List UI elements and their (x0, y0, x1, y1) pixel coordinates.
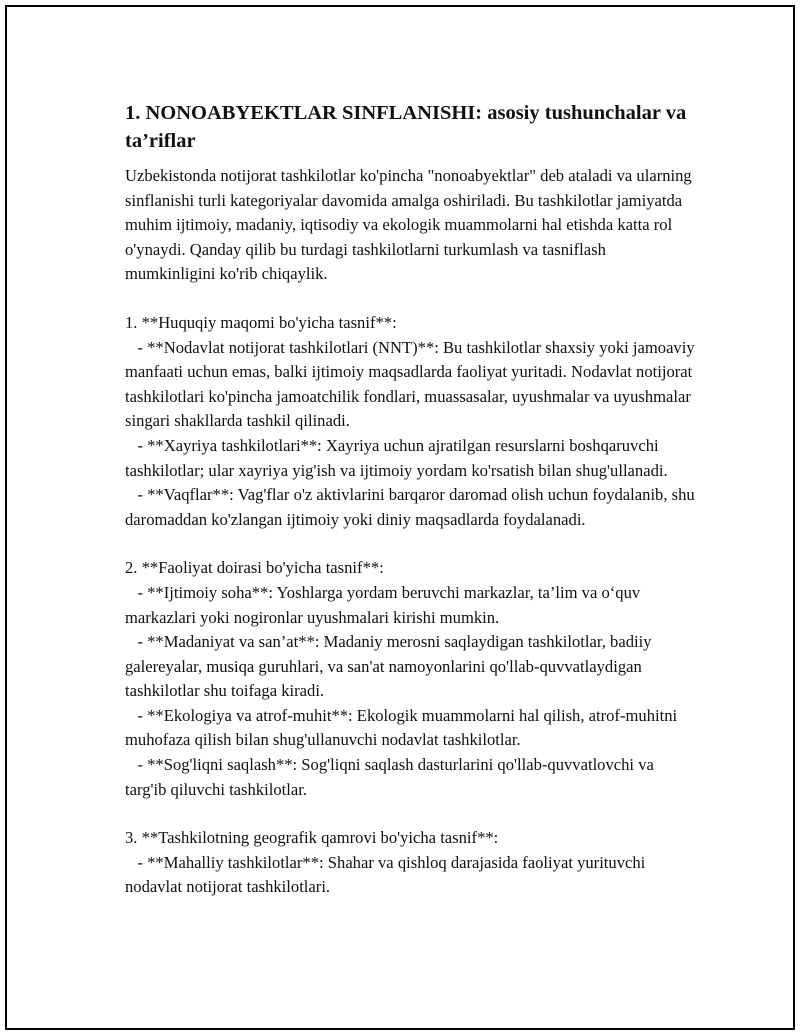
section-geographic-scope: 3. **Tashkilotning geografik qamrovi bo'yicha tasnif**: - **Mahalliy tashkilotlar**: Shahar va qishloq darajasida faoliyat yurituvchi nodavlat notijorat tashkilotlari. (125, 828, 646, 897)
section-legal-status: 1. **Huquqiy maqomi bo'yicha tasnif**: - **Nodavlat notijorat tashkilotlari (NNT)**: Bu tashkilotlar shaxsiy yoki jamoaviy manfaati uchun emas, balki ijtimoiy maqsadlarda faoliyat yuritadi. Nodavlat notijorat tashkilotlari ko'pincha jamoatchilik fondlari, muassasalar, uyushmalar va uyushmalar singari shakllarda tashkil qilinadi. - **Xayriya tashkilotlari**: Xayriya uchun ajratilgan resurslarni boshqaruvchi tashkilotlar; ular xayriya yig'ish va ijtimoiy yordam ko'rsatish bilan shug'ullanadi. - **Vaqflar**: Vag'flar o'z aktivlarini barqaror daromad olish uchun foydalanib, shu daromaddan ko'zlangan ijtimoiy yoki diniy maqsadlarda foydalanadi. (125, 312, 695, 529)
document-body (125, 99, 695, 900)
intro-paragraph: Uzbekistonda notijorat tashkilotlar ko'pincha "nonoabyektlar" deb ataladi va ularning sinflanishi turli kategoriyalar davomida amalga oshiriladi. Bu tashkilotlar jamiyatda muhim ijtimoiy, madaniy, iqtisodiy va ekologik muammolarni hal etishda katta rol o'ynaydi. Qanday qilib bu turdagi tashkilotlarni turkumlash va tasniflash mumkinligini ko'rib chiqaylik. (125, 166, 692, 284)
page-title: 1. NONOABYEKTLAR SINFLANISHI: asosiy tushunchalar va ta’riflar (125, 102, 687, 152)
section-activity-scope: 2. **Faoliyat doirasi bo'yicha tasnif**: - **Ijtimoiy soha**: Yoshlarga yordam beruvchi markazlar, ta’lim va o‘quv markazlari yoki nogironlar uyushmalari kirishi mumkin. - **Madaniyat va san’at**: Madaniy merosni saqlaydigan tashkilotlar, badiiy galereyalar, musiqa guruhlari, va san'at namoyonlarini qo'llab-quvvatlaydigan tashkilotlar shu toifaga kiradi. - **Ekologiya va atrof-muhit**: Ekologik muammolarni hal qilish, atrof-muhitni muhofaza qilish bilan shug'ullanuvchi nodavlat tashkilotlar. - **Sog'liqni saqlash**: Sog'liqni saqlash dasturlarini qo'llab-quvvatlovchi va targ'ib qiluvchi tashkilotlar. (125, 558, 678, 799)
page-frame (5, 5, 795, 1030)
